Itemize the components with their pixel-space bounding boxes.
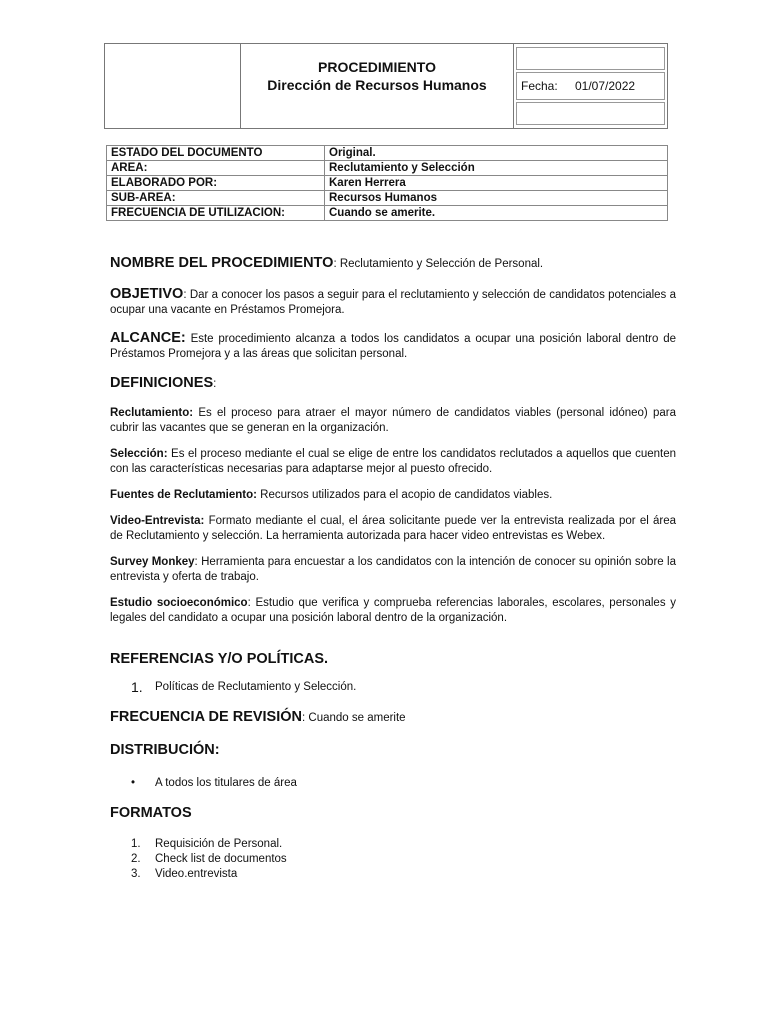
definition-text: Recursos utilizados para el acopio de candidatos viables. (260, 489, 553, 501)
definition-text: Estudio que verifica y comprueba referencias laborales, escolares, personales y legales del candidato a ocupar una posición laboral dentro de la organización. (110, 597, 676, 624)
list-item (110, 680, 676, 695)
header-subtitle: Dirección de Recursos Humanos (267, 77, 487, 93)
definition-item: Estudio socioeconómico: Estudio que verifica y comprueba referencias laborales, escolares, personales y legales del candidato a ocupar una posición laboral dentro de la organización. (110, 597, 676, 624)
table-row (107, 161, 668, 176)
meta-value: Original. (325, 146, 668, 161)
definition-item: Survey Monkey: Herramienta para encuestar a los candidatos con la intención de conocer su opinión sobre la entrevista y oferta de trabajo. (110, 556, 676, 583)
document-body (110, 252, 676, 882)
definition-item (110, 514, 676, 544)
definition-item (110, 406, 676, 436)
meta-key: AREA: (107, 161, 325, 176)
definition-item (110, 447, 676, 477)
nombre-heading: NOMBRE DEL PROCEDIMIENTO (110, 255, 334, 271)
objetivo-heading: OBJETIVO (110, 286, 184, 302)
definition-text: Es el proceso mediante el cual se elige de entre los candidatos reclutados a aquellos que cuenten con las características necesarias para adaptarse mejor al puesto ofrecido. (110, 448, 676, 475)
header-title-cell (241, 44, 514, 128)
header-blank-top (516, 47, 665, 70)
list-item (110, 776, 676, 791)
definition-text: Formato mediante el cual, el área solicitante puede ver la entrevista realizada por el área de Reclutamiento y selección. La herramienta autorizada para hacer video entrevistas es Webex. (110, 515, 676, 542)
distribucion-heading: DISTRIBUCIÓN: (110, 742, 220, 758)
definition-text: Herramienta para encuestar a los candidatos con la intención de conocer su opinión sobre la entrevista y oferta de trabajo. (110, 556, 676, 583)
frecuencia-heading: FRECUENCIA DE REVISIÓN (110, 709, 303, 725)
definition-term: Fuentes de Reclutamiento: (110, 489, 257, 501)
logo-cell (105, 44, 241, 128)
list-item (110, 867, 676, 882)
document-meta-table (106, 145, 668, 221)
list-number: 1. (131, 679, 143, 695)
meta-value: Reclutamiento y Selección (325, 161, 668, 176)
header-right-cell (514, 44, 667, 128)
nombre-text: Reclutamiento y Selección de Personal. (339, 258, 544, 270)
referencias-section (110, 652, 676, 668)
nombre-section: NOMBRE DEL PROCEDIMIENTO: Reclutamiento y Selección de Personal. (110, 255, 544, 271)
bullet-icon: • (131, 777, 136, 789)
list-text: Video.entrevista (155, 868, 238, 880)
formatos-heading: FORMATOS (110, 805, 192, 821)
distribucion-section (110, 743, 676, 759)
definition-item (110, 488, 676, 503)
table-row (107, 191, 668, 206)
list-number: 3. (131, 868, 141, 880)
fecha-value: 01/07/2022 (575, 79, 636, 93)
fecha-label: Fecha: (521, 79, 558, 93)
list-number: 2. (131, 853, 141, 865)
definition-term: Video-Entrevista: (110, 515, 205, 527)
list-text: A todos los titulares de área (155, 777, 297, 789)
objetivo-section: OBJETIVO: Dar a conocer los pasos a seguir para el reclutamiento y selección de candidatos potenciales a ocupar una vacante en Préstamos Promejora. (110, 286, 676, 316)
definition-term: Estudio socioeconómico (110, 597, 248, 609)
meta-value: Cuando se amerite. (325, 206, 668, 221)
formatos-list (110, 837, 676, 882)
frecuencia-section: FRECUENCIA DE REVISIÓN: Cuando se amerite (110, 709, 406, 725)
definition-term: Selección: (110, 448, 168, 460)
document-header (104, 43, 668, 129)
list-number: 1. (131, 838, 141, 850)
alcance-heading: ALCANCE: (110, 330, 186, 346)
list-item (110, 852, 676, 867)
meta-key: SUB-AREA: (107, 191, 325, 206)
frecuencia-text: Cuando se amerite (308, 712, 406, 724)
list-text: Check list de documentos (155, 853, 287, 865)
meta-key: ELABORADO POR: (107, 176, 325, 191)
referencias-heading: REFERENCIAS Y/O POLÍTICAS. (110, 651, 329, 667)
definiciones-heading: DEFINICIONES (110, 375, 214, 391)
objetivo-text: Dar a conocer los pasos a seguir para el reclutamiento y selección de candidatos potenciales a ocupar una vacante en Préstamos Promejora. (110, 289, 676, 316)
list-text: Requisición de Personal. (155, 838, 283, 850)
distribucion-list (110, 776, 676, 791)
alcance-text: Este procedimiento alcanza a todos los candidatos a ocupar una posición laboral dentro de Préstamos Promejora y a las áreas que solicitan personal. (110, 333, 676, 360)
table-row (107, 146, 668, 161)
meta-key: FRECUENCIA DE UTILIZACION: (107, 206, 325, 221)
alcance-section (110, 331, 676, 362)
list-text: Políticas de Reclutamiento y Selección. (155, 681, 357, 693)
header-date (516, 72, 665, 100)
meta-value: Recursos Humanos (325, 191, 668, 206)
definition-term: Reclutamiento: (110, 407, 194, 419)
definition-text: Es el proceso para atraer el mayor número de candidatos viables (personal idóneo) para cubrir las vacantes que se generan en la organización. (110, 407, 676, 434)
table-row (107, 206, 668, 221)
definiciones-section: DEFINICIONES: (110, 375, 217, 391)
meta-key: ESTADO DEL DOCUMENTO (107, 146, 325, 161)
header-title: PROCEDIMIENTO (318, 59, 436, 75)
header-blank-bottom (516, 102, 665, 125)
formatos-section (110, 806, 676, 822)
definition-term: Survey Monkey (110, 556, 195, 568)
meta-value: Karen Herrera (325, 176, 668, 191)
referencias-list (110, 680, 676, 695)
table-row (107, 176, 668, 191)
list-item (110, 837, 676, 852)
